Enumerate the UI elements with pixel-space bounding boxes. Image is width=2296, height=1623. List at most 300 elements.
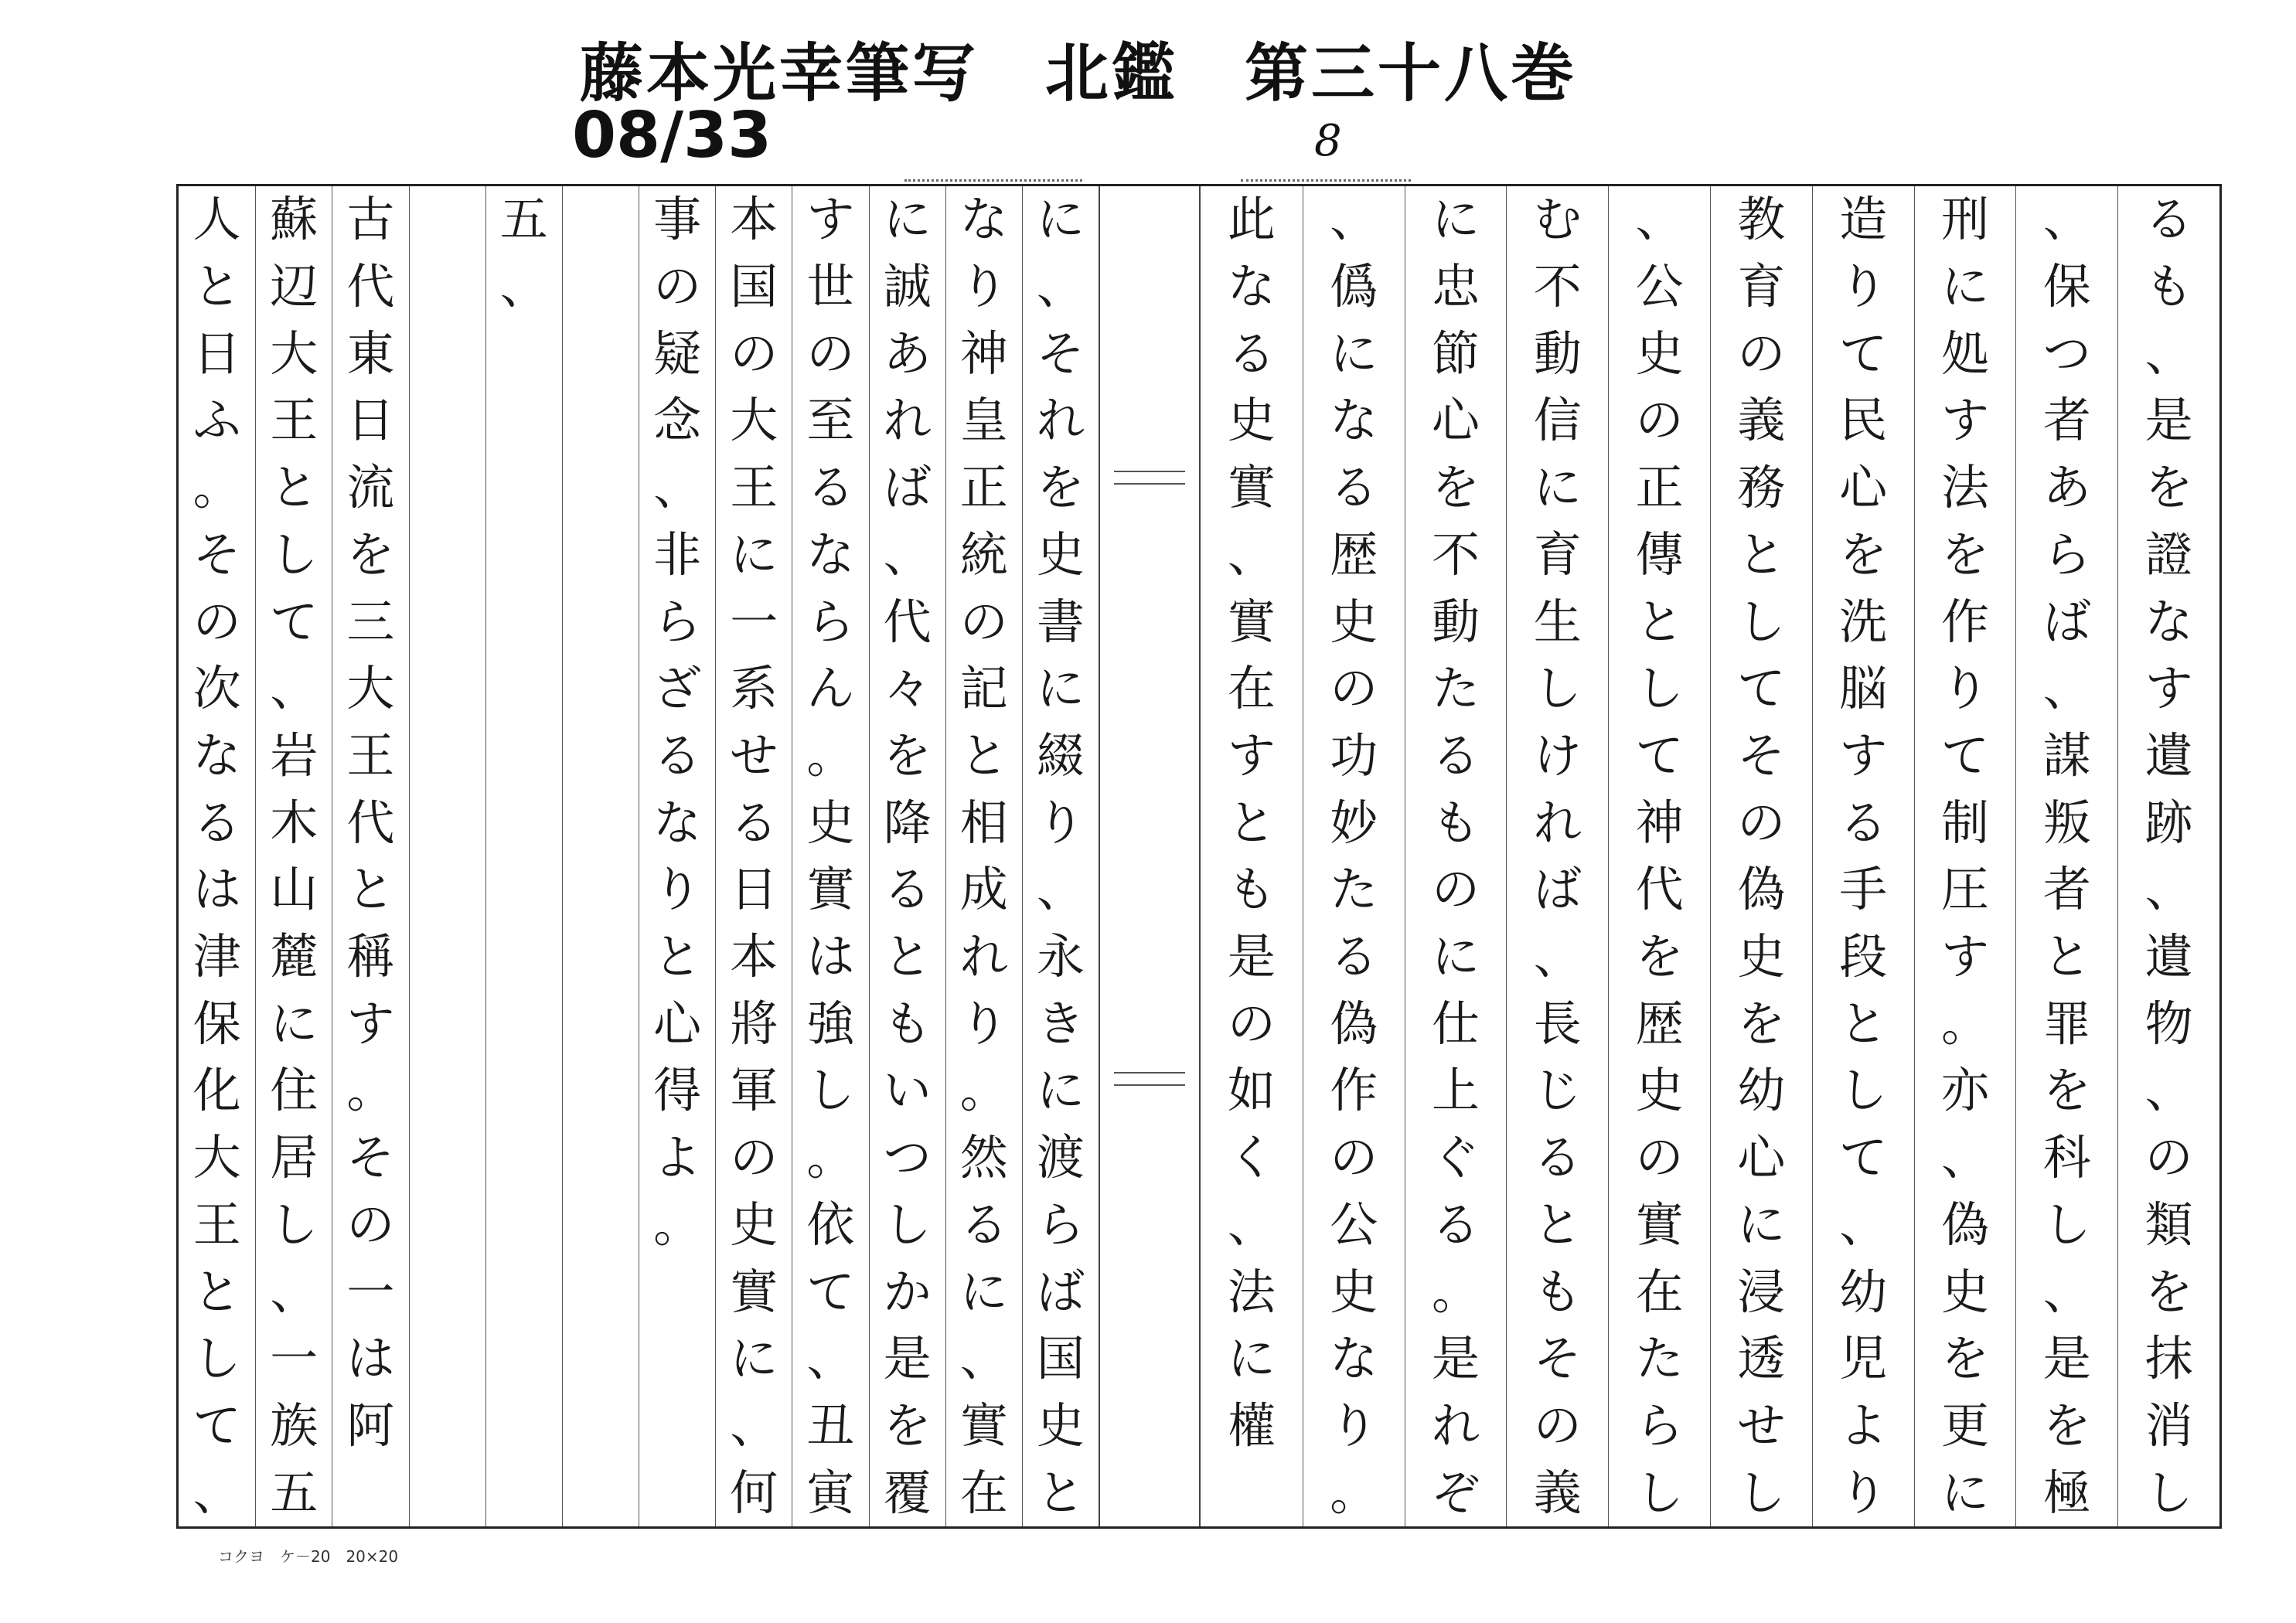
grid-cell: し [1635, 660, 1684, 717]
grid-cell [563, 522, 639, 589]
grid-cell: 、 [2144, 325, 2193, 382]
grid-cell: 是 [2144, 392, 2193, 449]
grid-cell: 是 [2042, 1330, 2091, 1387]
grid-cell: 幼 [1737, 1062, 1786, 1119]
grid-cell: 岩 [270, 726, 319, 784]
grid-cell: 。 [1330, 1464, 1378, 1521]
grid-cell: 如 [1227, 1062, 1276, 1119]
grid-cell: る [730, 794, 778, 851]
grid-cell: と [1533, 1196, 1582, 1253]
grid-cell: の [806, 325, 855, 382]
grid-cell: を [883, 1397, 932, 1454]
grid-cell: し [1737, 593, 1786, 650]
grid-cell: 將 [730, 995, 778, 1052]
grid-cell: そ [1737, 726, 1786, 784]
grid-cell: の [1635, 1129, 1684, 1186]
grid-cell [410, 1325, 485, 1393]
grid-cell: り [1036, 794, 1085, 851]
grid-cell: 、 [270, 660, 319, 717]
grid-cell: 、 [1533, 928, 1582, 985]
grid-cell: 史 [730, 1196, 778, 1253]
manuscript-right-half [1201, 186, 2219, 1526]
grid-cell: る [2144, 191, 2193, 248]
grid-cell: の [653, 258, 702, 315]
grid-cell: 歴 [1330, 526, 1378, 583]
grid-cell: な [192, 726, 241, 784]
grid-cell: い [883, 1062, 932, 1119]
grid-cell: 史 [1227, 392, 1276, 449]
grid-cell: 辺 [270, 258, 319, 315]
grid-cell: 々 [883, 660, 932, 717]
center-gutter [1099, 186, 1201, 1526]
grid-cell: を [1940, 526, 1989, 583]
grid-cell: 記 [959, 660, 1008, 717]
grid-cell: 幼 [1839, 1263, 1888, 1320]
grid-cell [332, 1459, 408, 1526]
grid-cell: 教 [1737, 191, 1786, 248]
grid-cell: 跡 [2144, 794, 2193, 851]
grid-cell: 者 [2042, 861, 2091, 918]
grid-cell: 史 [1036, 1397, 1085, 1454]
grid-cell: 實 [959, 1397, 1008, 1454]
grid-cell [1201, 1459, 1303, 1526]
grid-cell: ば [1533, 861, 1582, 918]
grid-cell [639, 1459, 715, 1526]
grid-cell: 代 [883, 593, 932, 650]
grid-cell: に [1940, 258, 1989, 315]
grid-cell: の [1227, 995, 1276, 1052]
grid-cell: と [192, 1263, 241, 1320]
grid-cell: た [1431, 660, 1480, 717]
grid-cell [486, 924, 562, 991]
grid-cell: 史 [1737, 928, 1786, 985]
grid-cell: る [1839, 794, 1888, 851]
grid-cell [410, 1393, 485, 1460]
gutter-mark-top [1114, 471, 1185, 485]
grid-cell [486, 655, 562, 723]
grid-cell: そ [192, 526, 241, 583]
right-column [2117, 186, 2219, 1526]
grid-cell [410, 522, 485, 589]
grid-cell: 丑 [806, 1397, 855, 1454]
grid-cell: 叛 [2042, 794, 2091, 851]
manuscript-sheet [176, 184, 2222, 1529]
document-title: 藤本光幸筆写 北鑑 第三十八巻 [580, 37, 1578, 111]
right-column [1812, 186, 1914, 1526]
grid-cell: し [2042, 1196, 2091, 1253]
grid-cell [563, 1459, 639, 1526]
grid-cell: 脳 [1839, 660, 1888, 717]
grid-cell: 者 [2042, 392, 2091, 449]
grid-cell: し [806, 1062, 855, 1119]
grid-cell: に [959, 1263, 1008, 1320]
grid-cell: 作 [1330, 1062, 1378, 1119]
grid-cell: を [1036, 459, 1085, 516]
grid-cell: 代 [346, 794, 395, 851]
grid-cell: 法 [1227, 1263, 1276, 1320]
grid-cell: 居 [270, 1129, 319, 1186]
grid-cell: に [1533, 459, 1582, 516]
grid-cell: の [2144, 1129, 2193, 1186]
grid-cell: 正 [1635, 459, 1684, 516]
grid-cell: る [1330, 459, 1378, 516]
grid-cell: 公 [1635, 258, 1684, 315]
grid-cell [639, 1258, 715, 1325]
grid-cell: 軍 [730, 1062, 778, 1119]
left-column [715, 186, 792, 1526]
grid-cell: 、 [883, 526, 932, 583]
grid-cell: の [1737, 325, 1786, 382]
grid-cell: 史 [1330, 1263, 1378, 1320]
grid-cell: れ [959, 928, 1008, 985]
grid-cell: 長 [1533, 995, 1582, 1052]
grid-cell: に [730, 1330, 778, 1387]
grid-cell: 麓 [270, 928, 319, 985]
grid-cell: も [1533, 1263, 1582, 1320]
grid-cell: て [1940, 726, 1989, 784]
grid-cell: と [1635, 593, 1684, 650]
grid-cell: る [1330, 928, 1378, 985]
grid-cell: 亦 [1940, 1062, 1989, 1119]
grid-cell: 實 [1227, 459, 1276, 516]
grid-cell [410, 387, 485, 454]
grid-cell: 系 [730, 660, 778, 717]
grid-cell [486, 1258, 562, 1325]
grid-cell: の [730, 325, 778, 382]
grid-cell [410, 320, 485, 387]
grid-cell: あ [883, 325, 932, 382]
grid-cell: 抹 [2144, 1330, 2193, 1387]
grid-cell: の [1330, 660, 1378, 717]
grid-cell [410, 186, 485, 253]
grid-cell [410, 1192, 485, 1259]
grid-cell: す [1940, 928, 1989, 985]
grid-cell [486, 320, 562, 387]
left-column [792, 186, 868, 1526]
grid-cell: 遺 [2144, 726, 2193, 784]
grid-cell: と [192, 258, 241, 315]
grid-cell: 信 [1533, 392, 1582, 449]
grid-cell: も [1227, 861, 1276, 918]
grid-cell: き [1036, 995, 1085, 1052]
grid-cell: に [1036, 660, 1085, 717]
grid-cell: 疑 [653, 325, 702, 382]
grid-cell: 法 [1940, 459, 1989, 516]
grid-cell: と [1036, 1464, 1085, 1521]
grid-cell: 国 [730, 258, 778, 315]
grid-cell [563, 1192, 639, 1259]
grid-cell: な [806, 526, 855, 583]
grid-cell [563, 387, 639, 454]
grid-cell: 日 [192, 325, 241, 382]
grid-cell: 一 [346, 1263, 395, 1320]
grid-cell: 育 [1533, 526, 1582, 583]
grid-cell: に [1940, 1464, 1989, 1521]
grid-cell: 。 [1431, 1263, 1480, 1320]
left-column [255, 186, 332, 1526]
grid-cell: ら [1036, 1196, 1085, 1253]
grid-cell: し [270, 526, 319, 583]
grid-cell: は [346, 1330, 395, 1387]
grid-cell: な [1330, 392, 1378, 449]
left-column [639, 186, 715, 1526]
grid-cell: の [346, 1196, 395, 1253]
grid-cell: つ [2042, 325, 2091, 382]
grid-cell: 、 [192, 1464, 241, 1521]
grid-cell: 念 [653, 392, 702, 449]
grid-cell: は [806, 928, 855, 985]
right-column [1710, 186, 1812, 1526]
grid-cell: ぐ [1431, 1129, 1480, 1186]
grid-cell: 不 [1431, 526, 1480, 583]
grid-cell: れ [883, 392, 932, 449]
grid-cell: て [1635, 726, 1684, 784]
grid-cell: 物 [2144, 995, 2193, 1052]
grid-cell: に [1036, 1062, 1085, 1119]
grid-cell [486, 1325, 562, 1393]
grid-cell: 永 [1036, 928, 1085, 985]
grid-cell: 罪 [2042, 995, 2091, 1052]
grid-cell: 流 [346, 459, 395, 516]
grid-cell: 傳 [1635, 526, 1684, 583]
grid-cell: に [1330, 325, 1378, 382]
grid-cell: 忠 [1431, 258, 1480, 315]
grid-cell: か [883, 1263, 932, 1320]
grid-cell: 、 [1036, 258, 1085, 315]
grid-cell: し [1839, 1062, 1888, 1119]
grid-cell: し [270, 1196, 319, 1253]
grid-cell: て [192, 1397, 241, 1454]
grid-cell: 王 [270, 392, 319, 449]
grid-cell: 、 [499, 258, 548, 315]
grid-cell: 正 [959, 459, 1008, 516]
grid-cell: 東 [346, 325, 395, 382]
grid-cell: 本 [730, 928, 778, 985]
grid-cell: ぞ [1431, 1464, 1480, 1521]
grid-cell [486, 990, 562, 1057]
grid-cell [563, 856, 639, 924]
grid-cell: む [1533, 191, 1582, 248]
grid-cell: に [883, 191, 932, 248]
grid-cell: ら [653, 593, 702, 650]
grid-cell: る [1227, 325, 1276, 382]
grid-cell: 謀 [2042, 726, 2091, 784]
grid-cell: 山 [270, 861, 319, 918]
gutter-mark-bottom [1114, 1072, 1185, 1086]
grid-cell: の [1737, 794, 1786, 851]
grid-cell: の [1533, 1397, 1582, 1454]
grid-cell: 住 [270, 1062, 319, 1119]
grid-cell: 實 [1227, 593, 1276, 650]
grid-cell: を [2042, 1062, 2091, 1119]
grid-cell [410, 253, 485, 321]
grid-cell: ふ [192, 392, 241, 449]
grid-cell: 權 [1227, 1397, 1276, 1454]
grid-cell: に [270, 995, 319, 1052]
grid-cell: 、 [2042, 660, 2091, 717]
grid-cell [639, 1325, 715, 1393]
grid-cell: 一 [730, 593, 778, 650]
grid-cell: ば [883, 459, 932, 516]
grid-cell [639, 1393, 715, 1460]
grid-cell: 心 [1431, 392, 1480, 449]
grid-cell: 育 [1737, 258, 1786, 315]
grid-cell: そ [346, 1129, 395, 1186]
grid-cell: 、 [2144, 1062, 2193, 1119]
grid-cell: を [2144, 1263, 2193, 1320]
grid-cell: り [1839, 1464, 1888, 1521]
grid-cell: 、 [1940, 1129, 1989, 1186]
grid-cell: と [1839, 995, 1888, 1052]
grid-cell: ば [2042, 593, 2091, 650]
grid-cell: り [959, 995, 1008, 1052]
grid-cell: の [959, 593, 1008, 650]
grid-cell: け [1533, 726, 1582, 784]
grid-cell: 寅 [806, 1464, 855, 1521]
grid-cell: 覆 [883, 1464, 932, 1521]
grid-cell: 神 [959, 325, 1008, 382]
grid-cell [563, 454, 639, 522]
grid-cell [410, 454, 485, 522]
grid-cell: 五 [499, 191, 548, 248]
grid-cell [410, 723, 485, 790]
grid-cell: 何 [730, 1464, 778, 1521]
grid-cell: 功 [1330, 726, 1378, 784]
grid-cell: の [1330, 1129, 1378, 1186]
grid-cell [563, 1057, 639, 1125]
grid-cell: を [1839, 526, 1888, 583]
grid-cell: 世 [806, 258, 855, 315]
grid-cell: に [1036, 191, 1085, 248]
grid-cell [486, 723, 562, 790]
grid-cell: 国 [1036, 1330, 1085, 1387]
left-column [179, 186, 255, 1526]
grid-cell: 此 [1227, 191, 1276, 248]
grid-cell: 、 [959, 1330, 1008, 1387]
grid-cell: と [959, 726, 1008, 784]
grid-cell: つ [883, 1129, 932, 1186]
grid-cell [563, 253, 639, 321]
grid-cell: 誠 [883, 258, 932, 315]
grid-cell: て [1839, 325, 1888, 382]
grid-cell: に [1431, 191, 1480, 248]
grid-cell [486, 789, 562, 856]
grid-cell: を [1737, 995, 1786, 1052]
grid-cell: そ [1036, 325, 1085, 382]
grid-cell [563, 1325, 639, 1393]
grid-cell: と [653, 928, 702, 985]
grid-cell: 日 [730, 861, 778, 918]
grid-cell: 在 [1635, 1263, 1684, 1320]
grid-cell: て [1737, 660, 1786, 717]
grid-cell: 史 [1330, 593, 1378, 650]
grid-cell: ば [1036, 1263, 1085, 1320]
grid-cell: た [1635, 1330, 1684, 1387]
grid-cell: と [1227, 794, 1276, 851]
grid-cell: 科 [2042, 1129, 2091, 1186]
grid-cell: に [1737, 1196, 1786, 1253]
right-column [1405, 186, 1507, 1526]
grid-cell: も [2144, 258, 2193, 315]
grid-cell: 処 [1940, 325, 1989, 382]
sheet-number: 8 [1314, 116, 1342, 166]
grid-cell: 。 [346, 1062, 395, 1119]
grid-cell [563, 723, 639, 790]
grid-cell: 上 [1431, 1062, 1480, 1119]
grid-cell: れ [1533, 794, 1582, 851]
grid-cell: し [1737, 1464, 1786, 1521]
grid-cell: と [883, 928, 932, 985]
grid-cell: 義 [1533, 1464, 1582, 1521]
grid-cell: 史 [1635, 1062, 1684, 1119]
manuscript-left-half [179, 186, 1099, 1526]
grid-cell: 務 [1737, 459, 1786, 516]
grid-cell: 。 [806, 1129, 855, 1186]
grid-cell: 消 [2144, 1397, 2193, 1454]
grid-cell: れ [1431, 1397, 1480, 1454]
grid-cell: を [883, 726, 932, 784]
dotted-rule-left [904, 179, 1082, 182]
grid-cell [410, 588, 485, 655]
grid-cell: 遺 [2144, 928, 2193, 985]
grid-cell: を [1431, 459, 1480, 516]
grid-cell: と [270, 459, 319, 516]
grid-cell: 王 [346, 726, 395, 784]
grid-cell: 僞 [1330, 258, 1378, 315]
grid-cell: 史 [1036, 526, 1085, 583]
grid-cell: 降 [883, 794, 932, 851]
grid-cell: 證 [2144, 526, 2193, 583]
grid-cell: 實 [730, 1263, 778, 1320]
grid-cell: 造 [1839, 191, 1888, 248]
grid-cell: に [1431, 928, 1480, 985]
grid-cell: 段 [1839, 928, 1888, 985]
grid-cell: 、 [1839, 1196, 1888, 1253]
grid-cell: 大 [270, 325, 319, 382]
grid-cell: る [883, 861, 932, 918]
grid-cell: と [346, 861, 395, 918]
grid-cell: ら [1635, 1397, 1684, 1454]
right-column [1914, 186, 2016, 1526]
grid-cell: 相 [959, 794, 1008, 851]
left-column [945, 186, 1022, 1526]
grid-cell [563, 1393, 639, 1460]
grid-cell: 是 [883, 1330, 932, 1387]
grid-cell [563, 655, 639, 723]
grid-cell: す [1839, 726, 1888, 784]
grid-cell: 在 [959, 1464, 1008, 1521]
grid-cell: 成 [959, 861, 1008, 918]
grid-cell: た [1330, 861, 1378, 918]
grid-cell: 至 [806, 392, 855, 449]
grid-cell: る [959, 1196, 1008, 1253]
grid-cell: 蘇 [270, 191, 319, 248]
grid-cell: 依 [806, 1196, 855, 1253]
grid-cell: 古 [346, 191, 395, 248]
grid-cell: 史 [1940, 1263, 1989, 1320]
grid-cell: 生 [1533, 593, 1582, 650]
grid-cell: 在 [1227, 660, 1276, 717]
grid-cell: そ [1533, 1330, 1582, 1387]
grid-cell: じ [1533, 1062, 1582, 1119]
grid-cell: 民 [1839, 392, 1888, 449]
grid-cell: な [959, 191, 1008, 248]
grid-cell: よ [1839, 1397, 1888, 1454]
grid-cell: を [1635, 928, 1684, 985]
left-column [332, 186, 408, 1526]
grid-cell: を [346, 526, 395, 583]
grid-cell: 不 [1533, 258, 1582, 315]
